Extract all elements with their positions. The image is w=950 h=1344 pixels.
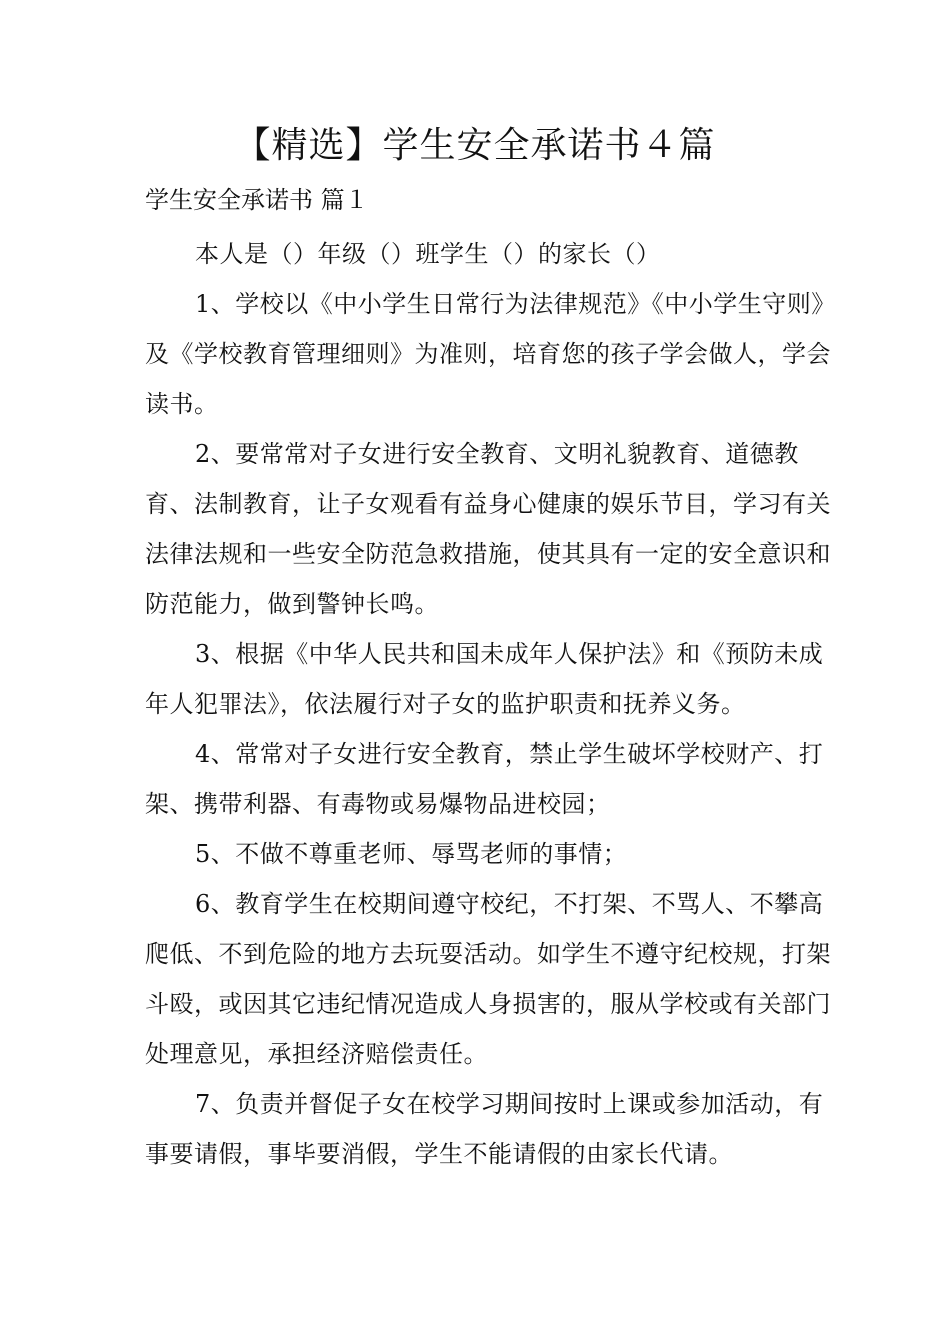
paragraph-6: 6、教育学生在校期间遵守校纪，不打架、不骂人、不攀高爬低、不到危险的地方去玩耍活动。如学生不遵守纪校规，打架斗殴，或因其它违纪情况造成人身损害的，服从学校或有关部门处理意见，承担经济赔偿责任。 (145, 890, 831, 1068)
paragraph-3: 3、根据《中华人民共和国未成年人保护法》和《预防未成年人犯罪法》，依法履行对子女的监护职责和抚养义务。 (145, 640, 824, 718)
paragraph-4: 4、常常对子女进行安全教育，禁止学生破坏学校财产、打架、携带利器、有毒物或易爆物品进校园； (145, 740, 824, 818)
paragraph-5: 5、不做不尊重老师、辱骂老师的事情； (195, 840, 628, 868)
paragraph-2: 2、要常常对子女进行安全教育、文明礼貌教育、道德教育、法制教育，让子女观看有益身心健康的娱乐节目，学习有关法律法规和一些安全防范急救措施，使其具有一定的安全意识和防范能力，做到警钟长鸣。 (145, 440, 831, 618)
document-body (145, 229, 835, 1179)
paragraph-1: 1、学校以《中小学生日常行为法律规范》《中小学生守则》及《学校教育管理细则》为准则，培育您的孩子学会做人，学会读书。 (145, 290, 831, 418)
document-title: 【精选】学生安全承诺书４篇 (234, 125, 716, 166)
paragraph-intro: 本人是（）年级（）班学生（）的家长（） (195, 240, 661, 268)
paragraph-7: 7、负责并督促子女在校学习期间按时上课或参加活动，有事要请假，事毕要消假，学生不能请假的由家长代请。 (145, 1090, 824, 1168)
document-subtitle: 学生安全承诺书 篇１ (145, 186, 369, 214)
